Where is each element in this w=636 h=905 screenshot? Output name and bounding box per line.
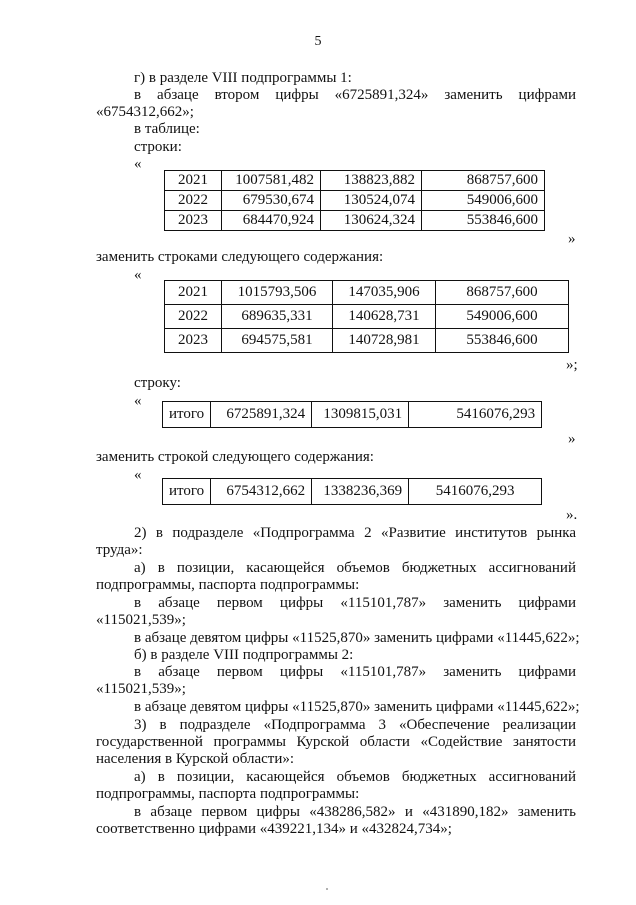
footer-dot [326,888,328,890]
open-quote: « [134,267,142,283]
paragraph-poziciya-a-3: а) в позиции, касающейся объемов бюджетных ассигнований [134,769,576,785]
table-row [165,329,569,353]
table-cell: 6725891,324 [211,402,312,428]
table-cell: 2022 [165,305,222,329]
paragraph-podrazdel-2-cont: труда»: [96,542,143,558]
paragraph-stroku: строку: [134,375,181,391]
table-cell: 694575,581 [222,329,333,353]
table-row [165,211,545,231]
table-cell: 1007581,482 [222,171,321,191]
paragraph-zamenit-strokoy: заменить строкой следующего содержания: [96,449,374,465]
paragraph-abzac-vtorom: в абзаце втором цифры «6725891,324» заменить цифрами [134,87,576,103]
paragraph-stroki: строки: [134,139,182,155]
paragraph-abzac-pervom-3-cont: соответственно цифрами «439221,134» и «432824,734»; [96,821,452,837]
table-cell: 1309815,031 [312,402,409,428]
table-cell: 5416076,293 [409,479,542,505]
paragraph-v-tablice: в таблице: [134,121,200,137]
paragraph-abzac-devyatom: в абзаце девятом цифры «11525,870» заменить цифрами «11445,622»; [134,630,580,646]
table-cell: итого [163,402,211,428]
table-cell: 2023 [165,329,222,353]
paragraph-abzac-pervom: в абзаце первом цифры «115101,787» заменить цифрами [134,595,576,611]
table-cell: 5416076,293 [409,402,542,428]
table-row [165,171,545,191]
table-cell: 130524,074 [321,191,422,211]
table-cell: 553846,600 [436,329,569,353]
paragraph-zamenit-strokami: заменить строками следующего содержания: [96,249,384,265]
table-cell: 2022 [165,191,222,211]
table-cell: 549006,600 [422,191,545,211]
paragraph-abzac-pervom-2: в абзаце первом цифры «115101,787» заменить цифрами [134,664,576,680]
table-cell: 868757,600 [436,281,569,305]
table-old-total [162,401,542,428]
paragraph-abzac-vtorom-cont: «6754312,662»; [96,104,194,120]
close-quote: » [568,431,576,447]
table-cell: 1015793,506 [222,281,333,305]
open-quote: « [134,156,142,172]
close-quote: » [568,231,576,247]
paragraph-abzac-devyatom-2: в абзаце девятом цифры «11525,870» заменить цифрами «11445,622»; [134,699,580,715]
close-quote-semicolon: »; [566,357,578,373]
table-cell: 138823,882 [321,171,422,191]
table-row [163,402,542,428]
paragraph-section-g: г) в разделе VIII подпрограммы 1: [134,70,352,86]
table-cell: 679530,674 [222,191,321,211]
table-cell: 684470,924 [222,211,321,231]
paragraph-podrazdel-2: 2) в подразделе «Подпрограмма 2 «Развитие институтов рынка [134,525,576,541]
table-cell: 553846,600 [422,211,545,231]
table-new-total [162,478,542,505]
table-cell: 6754312,662 [211,479,312,505]
table-cell: 2023 [165,211,222,231]
table-cell: 2021 [165,281,222,305]
paragraph-poziciya-a: а) в позиции, касающейся объемов бюджетных ассигнований [134,560,576,576]
table-cell: 1338236,369 [312,479,409,505]
table-old-rows [164,170,545,231]
paragraph-abzac-pervom-3: в абзаце первом цифры «438286,582» и «431890,182» заменить [134,804,576,820]
table-new-rows [164,280,569,353]
table-row [165,305,569,329]
paragraph-podrazdel-3-end: населения в Курской области»: [96,751,295,767]
page-number: 5 [314,34,322,49]
open-quote: « [134,467,142,483]
paragraph-razdel-b: б) в разделе VIII подпрограммы 2: [134,647,354,663]
table-cell: 868757,600 [422,171,545,191]
table-cell: 140628,731 [333,305,436,329]
table-cell: итого [163,479,211,505]
table-cell: 549006,600 [436,305,569,329]
paragraph-abzac-pervom-2-cont: «115021,539»; [96,681,186,697]
table-cell: 130624,324 [321,211,422,231]
table-row [163,479,542,505]
table-cell: 147035,906 [333,281,436,305]
open-quote: « [134,393,142,409]
paragraph-podrazdel-3: 3) в подразделе «Подпрограмма 3 «Обеспечение реализации [134,717,576,733]
close-quote-period: ». [566,507,578,523]
table-cell: 140728,981 [333,329,436,353]
table-row [165,281,569,305]
paragraph-poziciya-a-cont: подпрограммы, паспорта подпрограммы: [96,577,360,593]
paragraph-abzac-pervom-cont: «115021,539»; [96,612,186,628]
paragraph-poziciya-a-3-cont: подпрограммы, паспорта подпрограммы: [96,786,360,802]
table-cell: 689635,331 [222,305,333,329]
table-cell: 2021 [165,171,222,191]
paragraph-podrazdel-3-cont: государственной программы Курской области «Содействие занятости [96,734,576,750]
table-row [165,191,545,211]
